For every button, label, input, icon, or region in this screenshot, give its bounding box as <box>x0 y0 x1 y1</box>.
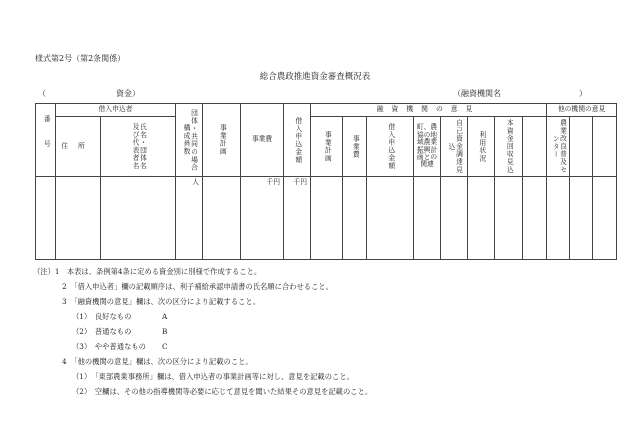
header-loan-amount: 借入申込金額 <box>284 104 311 177</box>
header-group-members: 団体・共同の場合構成員数 <box>176 104 203 177</box>
header-other-opinion-group: 他の機関の意見 <box>547 104 617 117</box>
cell-address[interactable] <box>56 177 101 260</box>
header-o-blank-2 <box>593 117 617 177</box>
note-3-3: （3） やや普通なもの <box>72 342 146 351</box>
cell-o-blank-1[interactable] <box>570 177 593 260</box>
header-l-loan: 借入申込金額 <box>367 117 414 177</box>
cell-l-self-fund[interactable] <box>441 177 468 260</box>
fund-lender-line <box>38 88 586 100</box>
header-cost: 事業費 <box>241 104 284 177</box>
note-3-1-grade: A <box>162 312 168 321</box>
cell-cost[interactable]: 千円 <box>241 177 284 260</box>
header-l-plan: 事業計画 <box>311 117 343 177</box>
paren-right: ） <box>579 89 587 98</box>
header-o-center: 農業改良普及センター <box>547 117 570 177</box>
cell-l-plan[interactable] <box>311 177 343 260</box>
header-address: 住所 <box>56 117 101 177</box>
header-o-blank-1 <box>570 117 593 177</box>
header-name: 氏名・団体名及び代表者名 <box>101 117 176 177</box>
note-3-3-grade: C <box>162 342 168 351</box>
note-3: 3 「融資機関の意見」欄は、次の区分により記載すること。 <box>62 297 261 306</box>
note-4-1: （1） 「東部農業事務所」欄は、借入申込者の事業計画等に対し、意見を記載のこと。 <box>72 372 354 381</box>
fund-label: 資金） <box>116 89 140 98</box>
paren-left: （ <box>38 89 46 98</box>
cell-plan[interactable] <box>203 177 241 260</box>
cell-l-extra[interactable] <box>523 177 547 260</box>
cell-l-cost[interactable] <box>343 177 367 260</box>
cell-l-town-plan[interactable] <box>414 177 441 260</box>
form-number: 様式第2号（第2条関係） <box>35 54 126 63</box>
header-l-repay: 本資金回収見込 <box>495 117 523 177</box>
cell-loan-amount[interactable]: 千円 <box>284 177 311 260</box>
cell-number[interactable] <box>36 177 56 260</box>
header-l-extra <box>523 117 547 177</box>
note-3-1: （1） 良好なもの <box>72 312 132 321</box>
note-1: （注）1 本表は、条例第4条に定める資金別に別様で作成すること。 <box>33 267 262 276</box>
review-table <box>35 103 617 260</box>
header-l-usage: 利用状況 <box>468 117 495 177</box>
cell-group-members[interactable]: 人 <box>176 177 203 260</box>
cell-name[interactable] <box>101 177 176 260</box>
note-3-2: （2） 普通なもの <box>72 327 132 336</box>
header-number: 番号 <box>36 104 56 177</box>
header-plan: 事業計画 <box>203 104 241 177</box>
cell-l-usage[interactable] <box>468 177 495 260</box>
lender-name-label: （融資機関名 <box>453 89 501 98</box>
cell-l-loan[interactable] <box>367 177 414 260</box>
note-2: 2 「借入申込者」欄の記載順序は、利子補給承認申請書の氏名順に合わせること。 <box>62 282 333 291</box>
document-title: 総合農政推進資金審査概況表 <box>259 72 371 82</box>
note-4: 4 「他の機関の意見」欄は、次の区分により記載のこと。 <box>62 357 253 366</box>
header-lender-opinion-group: 融資機関の意見 <box>311 104 547 117</box>
cell-l-repay[interactable] <box>495 177 523 260</box>
note-4-2: （2） 空欄は、その他の指導機関等必要に応じて意見を聞いた結果その意見を記載のこと。 <box>72 387 373 396</box>
note-3-2-grade: B <box>162 327 168 336</box>
cell-o-center[interactable] <box>547 177 570 260</box>
header-l-self-fund: 自己資金調達見込 <box>441 117 468 177</box>
header-applicant-group: 借入申込者 <box>56 104 176 117</box>
cell-o-blank-2[interactable] <box>593 177 617 260</box>
header-l-cost: 事業費 <box>343 117 367 177</box>
header-l-town-plan: 町、農協の地域農業振興計画との関連 <box>414 117 441 177</box>
